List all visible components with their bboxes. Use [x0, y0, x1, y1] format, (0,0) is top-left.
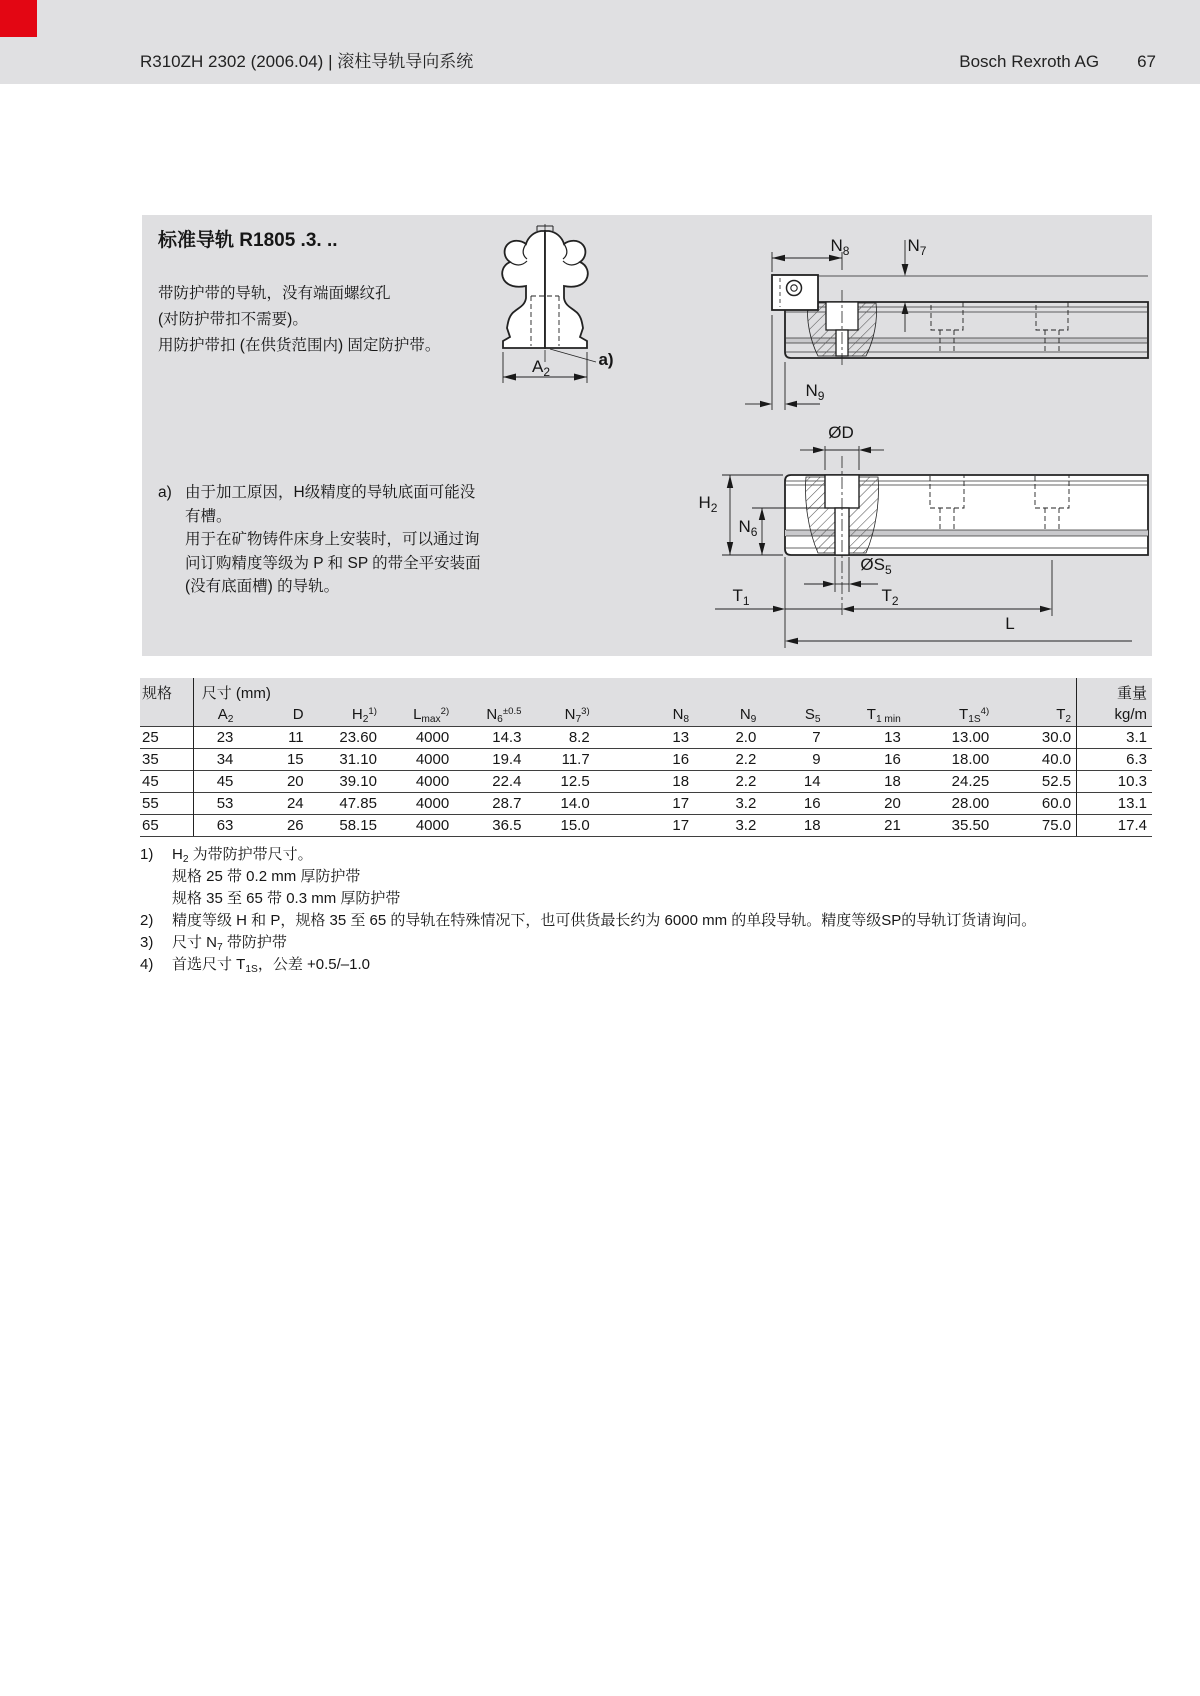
value-cell: 20 [238, 771, 308, 793]
value-cell: 14.0 [526, 793, 594, 815]
value-cell: 18 [826, 771, 906, 793]
value-cell: 31.10 [309, 749, 382, 771]
table-group-header-row [140, 678, 1152, 706]
footnote-line: 规格 25 带 0.2 mm 厚防护带 [172, 868, 361, 885]
value-cell: 30.0 [994, 727, 1076, 749]
size-cell: 35 [140, 749, 193, 771]
value-cell: 63 [193, 815, 238, 837]
column-header: $T_{1 min}$ [826, 706, 906, 727]
note-marker: a) [158, 484, 172, 501]
footnote-marker: 2) [140, 912, 154, 929]
value-cell: 39.10 [309, 771, 382, 793]
footnote-body [172, 910, 1152, 932]
value-cell: 15 [238, 749, 308, 771]
column-header: $S_5$ [761, 706, 825, 727]
value-cell: 12.5 [526, 771, 594, 793]
value-cell: 75.0 [994, 815, 1076, 837]
weight-cell: 3.1 [1077, 727, 1152, 749]
footnote-body [172, 844, 1152, 910]
technical-drawing [142, 215, 1152, 656]
value-cell: 52.5 [994, 771, 1076, 793]
value-cell: 3.2 [694, 815, 761, 837]
footnote [140, 844, 1152, 910]
footnote [140, 932, 1152, 954]
value-cell: 53 [193, 793, 238, 815]
value-cell: 47.85 [309, 793, 382, 815]
weight-cell: 6.3 [1077, 749, 1152, 771]
product-info-box [142, 215, 1152, 656]
value-cell: 16 [595, 749, 694, 771]
table-row [140, 749, 1152, 771]
value-cell: 34 [193, 749, 238, 771]
intro-line: 用防护带扣 (在供货范围内) 固定防护带。 [158, 337, 441, 354]
value-cell: 35.50 [906, 815, 994, 837]
value-cell: 16 [761, 793, 825, 815]
value-cell: 2.0 [694, 727, 761, 749]
table-row [140, 771, 1152, 793]
footnote-line: 精度等级 H 和 P，规格 35 至 65 的导轨在特殊情况下，也可供货最长约为 6000 mm 的单段导轨。精度等级SP的导轨订货请询问。 [172, 912, 1037, 929]
dim-label-a-ref: a) [598, 350, 614, 369]
value-cell: 18 [761, 815, 825, 837]
value-cell: 23 [193, 727, 238, 749]
value-cell: 18.00 [906, 749, 994, 771]
size-cell: 55 [140, 793, 193, 815]
dimensions-table [140, 678, 1152, 837]
weight-unit: kg/m [1077, 706, 1152, 727]
spec-header: 规格 [140, 678, 193, 706]
value-cell: 28.00 [906, 793, 994, 815]
value-cell: 45 [193, 771, 238, 793]
dim-label-s5: $ØS_5$ [860, 555, 892, 577]
footnote-marker: 4) [140, 956, 154, 973]
column-header: $H_2^{1)}$ [309, 706, 382, 727]
value-cell: 13.00 [906, 727, 994, 749]
column-header: D [238, 706, 308, 727]
value-cell: 11 [238, 727, 308, 749]
column-header: $L_{max}^{2)}$ [382, 706, 454, 727]
footnote [140, 954, 1152, 976]
value-cell: 26 [238, 815, 308, 837]
footnote [140, 910, 1152, 932]
table-row [140, 815, 1152, 837]
size-cell: 45 [140, 771, 193, 793]
footnote-body [172, 932, 1152, 954]
dim-label-n7: $N_7$ [907, 236, 927, 258]
dim-label-t2: $T_2$ [881, 586, 899, 608]
dim-label-n8: $N_8$ [830, 236, 850, 258]
column-header: $N_6^{\pm 0.5}$ [454, 706, 526, 727]
dim-label-n6: $N_6$ [738, 517, 758, 539]
header-right [959, 52, 1156, 72]
value-cell: 4000 [382, 749, 454, 771]
value-cell: 21 [826, 815, 906, 837]
section-title: 标准导轨 R1805 .3. .. [158, 230, 338, 251]
value-cell: 18 [595, 771, 694, 793]
value-cell: 22.4 [454, 771, 526, 793]
size-cell: 65 [140, 815, 193, 837]
value-cell: 3.2 [694, 793, 761, 815]
brand-name: Bosch Rexroth AG [959, 52, 1100, 71]
column-header: $N_7^{3)}$ [526, 706, 594, 727]
value-cell: 7 [761, 727, 825, 749]
dim-label-n9: $N_9$ [805, 381, 825, 403]
value-cell: 4000 [382, 727, 454, 749]
value-cell: 36.5 [454, 815, 526, 837]
table-subheader-row [140, 706, 1152, 727]
weight-cell: 13.1 [1077, 793, 1152, 815]
intro-line: (对防护带扣不需要)。 [158, 311, 308, 328]
footnote-marker: 1) [140, 846, 154, 863]
dims-header: 尺寸 (mm) [193, 678, 1076, 706]
value-cell: 14 [761, 771, 825, 793]
intro-line: 带防护带的导轨，没有端面螺纹孔 [158, 285, 391, 302]
value-cell: 20 [826, 793, 906, 815]
value-cell: 13 [826, 727, 906, 749]
corner-accent-mark [0, 0, 37, 37]
side-view-bottom-drawing [715, 446, 1148, 648]
value-cell: 14.3 [454, 727, 526, 749]
value-cell: 4000 [382, 771, 454, 793]
page-header [0, 0, 1200, 84]
spec-subheader [140, 706, 193, 727]
value-cell: 17 [595, 793, 694, 815]
dim-label-d: ØD [828, 423, 854, 442]
value-cell: 4000 [382, 793, 454, 815]
value-cell: 2.2 [694, 749, 761, 771]
size-cell: 25 [140, 727, 193, 749]
value-cell: 24 [238, 793, 308, 815]
footnote-body [172, 954, 1152, 976]
value-cell: 2.2 [694, 771, 761, 793]
value-cell: 13 [595, 727, 694, 749]
weight-cell: 17.4 [1077, 815, 1152, 837]
value-cell: 15.0 [526, 815, 594, 837]
column-header: $T_2$ [994, 706, 1076, 727]
footnote-line: 规格 35 至 65 带 0.3 mm 厚防护带 [172, 890, 401, 907]
note-body: 由于加工原因，H级精度的导轨底面可能没 有槽。 用于在矿物铸件床身上安装时，可以通过询 问订购精度等级为 P 和 SP 的带全平安装面 (没有底面槽) 的导轨。 [185, 484, 481, 595]
footnotes [140, 844, 1152, 976]
column-header: $N_8$ [595, 706, 694, 727]
value-cell: 11.7 [526, 749, 594, 771]
page-number: 67 [1137, 52, 1156, 71]
weight-header: 重量 [1077, 678, 1152, 706]
weight-cell: 10.3 [1077, 771, 1152, 793]
value-cell: 4000 [382, 815, 454, 837]
column-header: $A_2$ [193, 706, 238, 727]
table-row [140, 727, 1152, 749]
value-cell: 58.15 [309, 815, 382, 837]
column-header: $T_{1S}^{4)}$ [906, 706, 994, 727]
dim-label-h2: $H_2$ [698, 493, 718, 515]
page-title: R310ZH 2302 (2006.04) | 滚柱导轨导向系统 [140, 52, 474, 71]
value-cell: 9 [761, 749, 825, 771]
value-cell: 28.7 [454, 793, 526, 815]
value-cell: 8.2 [526, 727, 594, 749]
value-cell: 17 [595, 815, 694, 837]
value-cell: 23.60 [309, 727, 382, 749]
column-header: $N_9$ [694, 706, 761, 727]
footnote-line: 首选尺寸 $T_{1S}$，公差 +0.5/–1.0 [172, 956, 370, 975]
value-cell: 40.0 [994, 749, 1076, 771]
dim-label-t1: $T_1$ [732, 586, 750, 608]
table-row [140, 793, 1152, 815]
value-cell: 60.0 [994, 793, 1076, 815]
value-cell: 16 [826, 749, 906, 771]
footnote-line: $H_2$ 为带防护带尺寸。 [172, 846, 313, 865]
value-cell: 24.25 [906, 771, 994, 793]
dim-label-l: L [1005, 614, 1015, 633]
value-cell: 19.4 [454, 749, 526, 771]
footnote-marker: 3) [140, 934, 154, 951]
dim-label-a2: $A_2$ [531, 357, 551, 379]
footnote-line: 尺寸 $N_7$ 带防护带 [172, 934, 287, 953]
